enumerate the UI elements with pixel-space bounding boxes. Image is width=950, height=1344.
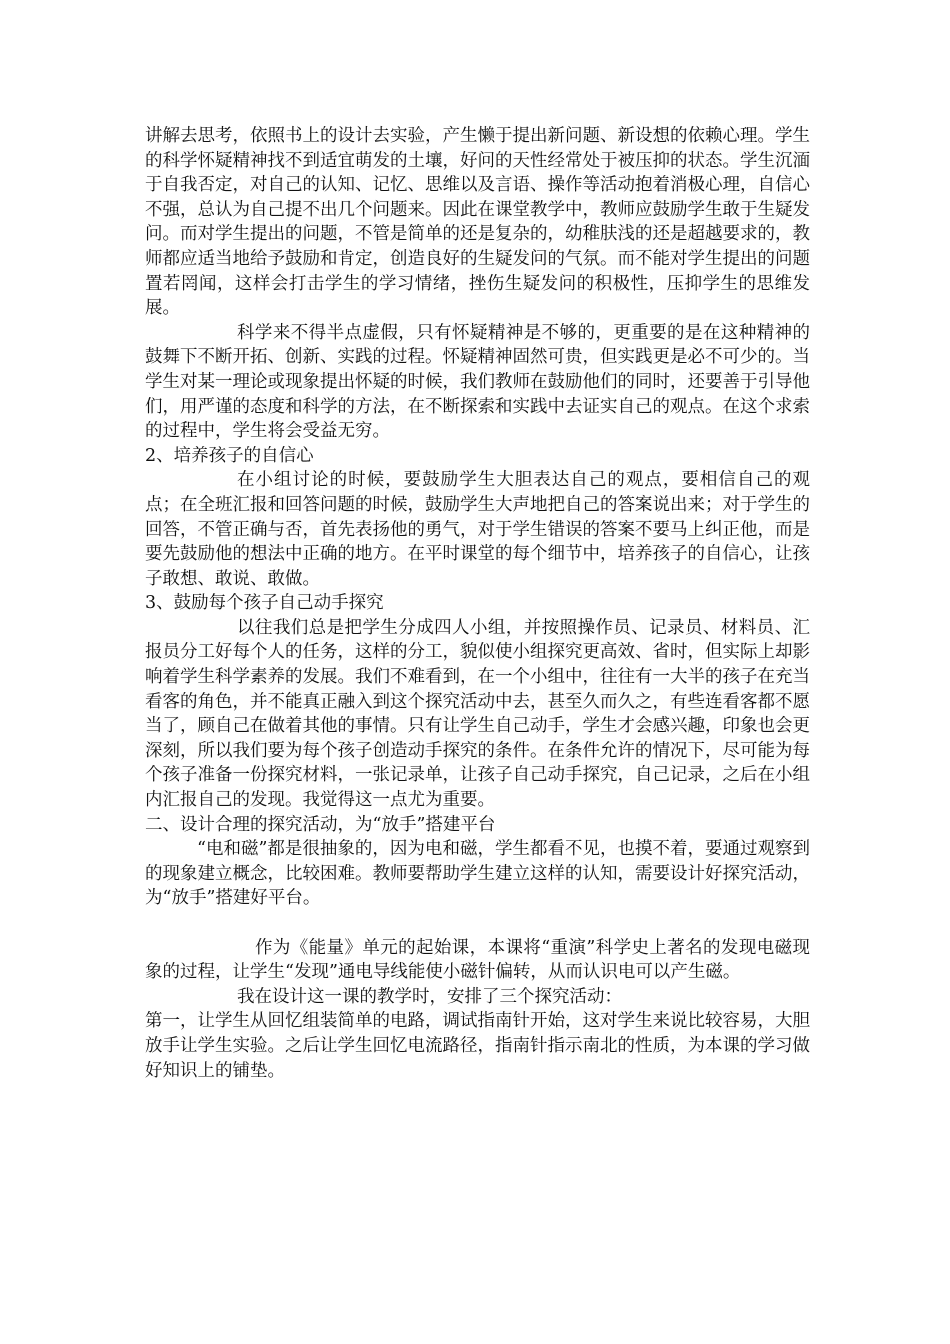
heading-confidence: 2、培养孩子的自信心	[145, 445, 314, 466]
heading-hands-on: 3、鼓励每个孩子自己动手探究	[145, 593, 384, 614]
paragraph-unit-intro: 作为《能量》单元的起始课，本课将“重演”科学史上著名的发现电磁现象的过程，让学生“发现”通电导线能使小磁针偏转，从而认识电可以产生磁。	[145, 937, 810, 983]
paragraph-practice: 科学来不得半点虚假，只有怀疑精神是不够的，更重要的是在这种精神的鼓舞下不断开拓、创新、实践的过程。怀疑精神固然可贵，但实践更是必不可少的。当学生对某一理论或现象提出怀疑的时候，我们教师在鼓励他们的同时，还要善于引导他们，用严谨的态度和科学的方法，在不断探索和实践中去证实自己的观点。在这个求索的过程中，学生将会受益无穷。	[145, 322, 810, 442]
blank-line	[145, 911, 810, 936]
heading-section-two: 二、设计合理的探究活动，为“放手”搭建平台	[145, 814, 496, 835]
paragraph-electromagnetism: “电和磁”都是很抽象的，因为电和磁，学生都看不见，也摸不着，要通过观察到的现象建立概念，比较困难。教师要帮助学生建立这样的认知，需要设计好探究活动，为“放手”搭建好平台。	[145, 839, 810, 909]
document-page	[145, 124, 810, 1083]
paragraph-questioning: 讲解去思考，依照书上的设计去实验，产生懒于提出新问题、新设想的依赖心理。学生的科学怀疑精神找不到适宜萌发的土壤，好问的天性经常处于被压抑的状态。学生沉湎于自我否定，对自己的认知、记忆、思维以及言语、操作等活动抱着消极心理，自信心不强，总认为自己提不出几个问题来。因此在课堂教学中，教师应鼓励学生敢于生疑发问。而对学生提出的问题，不管是简单的还是复杂的，幼稚肤浅的还是超越要求的，教师都应适当地给予鼓励和肯定，创造良好的生疑发问的气氛。而不能对学生提出的问题置若罔闻，这样会打击学生的学习情绪，挫伤生疑发问的积极性，压抑学生的思维发展。	[145, 126, 810, 319]
paragraph-first-activity: 第一，让学生从回忆组装简单的电路，调试指南针开始，这对学生来说比较容易，大胆放手让学生实验。之后让学生回忆电流路径，指南针指示南北的性质，为本课的学习做好知识上的铺垫。	[145, 1011, 810, 1081]
paragraph-confidence: 在小组讨论的时候，要鼓励学生大胆表达自己的观点，要相信自己的观点；在全班汇报和回答问题的时候，鼓励学生大声地把自己的答案说出来；对于学生的回答，不管正确与否，首先表扬他的勇气，对于学生错误的答案不要马上纠正他，而是要先鼓励他的想法中正确的地方。在平时课堂的每个细节中，培养孩子的自信心，让孩子敢想、敢说、敢做。	[145, 470, 810, 589]
paragraph-three-activities: 我在设计这一课的教学时，安排了三个探究活动：	[237, 986, 622, 1007]
paragraph-hands-on: 以往我们总是把学生分成四人小组，并按照操作员、记录员、材料员、汇报员分工好每个人的任务，这样的分工，貌似使小组探究更高效、省时，但实际上却影响着学生科学素养的发展。我们不难看到，在一个小组中，往往有一大半的孩子在充当看客的角色，并不能真正融入到这个探究活动中去，甚至久而久之，有些连看客都不愿当了，顾自己在做着其他的事情。只有让学生自己动手，学生才会感兴趣，印象也会更深刻，所以我们要为每个孩子创造动手探究的条件。在条件允许的情况下，尽可能为每个孩子准备一份探究材料，一张记录单，让孩子自己动手探究，自己记录，之后在小组内汇报自己的发现。我觉得这一点尤为重要。	[145, 617, 810, 811]
